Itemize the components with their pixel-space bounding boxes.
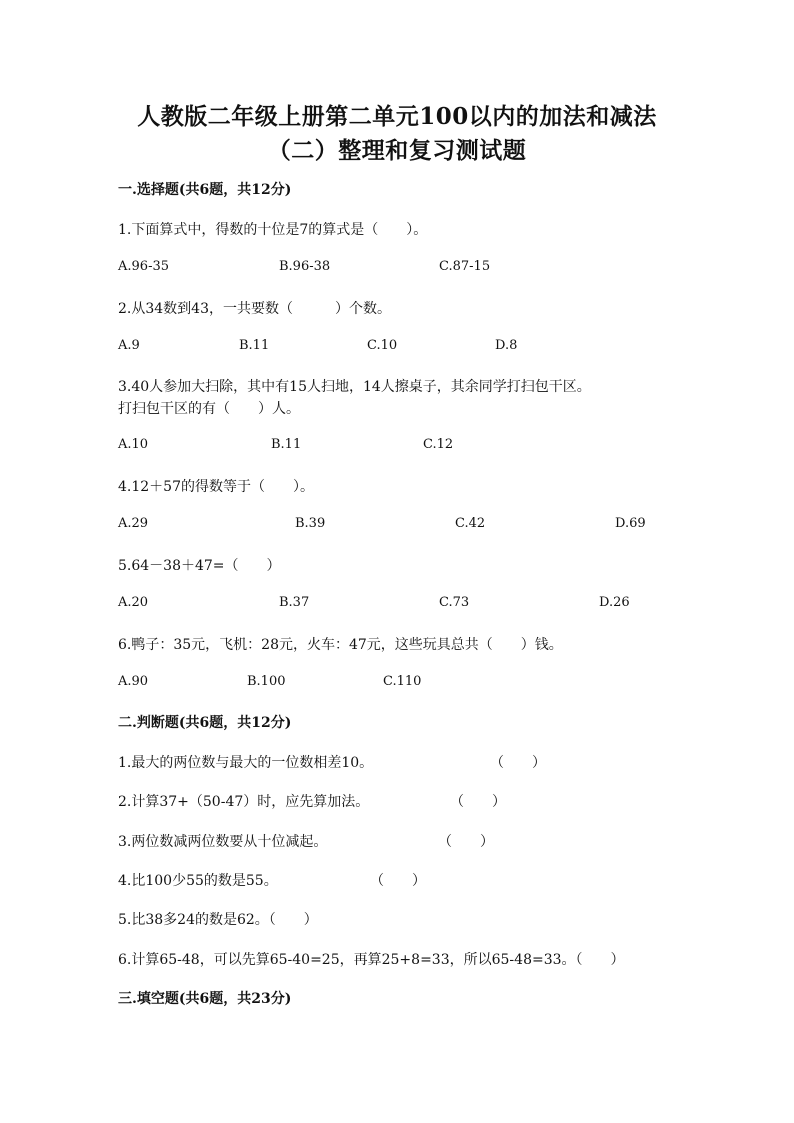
option-b: B.11 xyxy=(239,338,270,353)
option-a: A.9 xyxy=(118,338,140,353)
question-text: 4.12＋57的得数等于（ ）。 xyxy=(118,479,314,495)
option-d: D.26 xyxy=(599,595,630,610)
option-c: C.73 xyxy=(439,595,470,610)
option-c: C.12 xyxy=(423,437,454,452)
option-c: C.87-15 xyxy=(439,259,491,274)
option-c: C.110 xyxy=(383,674,422,689)
question-text: 1.下面算式中，得数的十位是7的算式是（ ）。 xyxy=(118,222,428,238)
answer-blank: （ ） xyxy=(438,834,494,850)
page-title-line-1: 人教版二年级上册第二单元100以内的加法和减法 xyxy=(137,103,657,130)
question-text: 5.比38多24的数是62。（ ） xyxy=(118,912,318,928)
question-text: 5.64－38＋47=（ ） xyxy=(118,558,281,574)
question-text: 6.鸭子：35元，飞机：28元，火车：47元，这些玩具总共（ ）钱。 xyxy=(118,637,563,653)
option-b: B.96-38 xyxy=(279,259,331,274)
question-text: 6.计算65-48，可以先算65-40=25，再算25+8=33，所以65-48=33。（ ） xyxy=(118,952,625,968)
section-heading-choice: 一.选择题(共6题，共12分) xyxy=(118,182,292,198)
option-d: D.8 xyxy=(495,338,518,353)
option-b: B.100 xyxy=(247,674,286,689)
option-a: A.90 xyxy=(118,674,149,689)
answer-blank: （ ） xyxy=(370,873,426,889)
option-a: A.20 xyxy=(118,595,149,610)
question-text-continued: 打扫包干区的有（ ）人。 xyxy=(118,401,300,417)
option-b: B.11 xyxy=(271,437,302,452)
option-d: D.69 xyxy=(615,516,646,531)
option-b: B.37 xyxy=(279,595,310,610)
answer-blank: （ ） xyxy=(450,794,506,810)
question-text: 2.计算37+（50-47）时，应先算加法。 xyxy=(118,794,370,810)
question-text: 4.比100少55的数是55。 xyxy=(118,873,278,889)
option-c: C.42 xyxy=(455,516,486,531)
option-a: A.29 xyxy=(118,516,149,531)
question-text: 1.最大的两位数与最大的一位数相差10。 xyxy=(118,755,374,771)
page-title-line-2: （二）整理和复习测试题 xyxy=(267,137,527,164)
option-c: C.10 xyxy=(367,338,398,353)
question-text: 3.两位数减两位数要从十位减起。 xyxy=(118,834,328,850)
section-heading-judgement: 二.判断题(共6题，共12分) xyxy=(118,715,292,731)
answer-blank: （ ） xyxy=(490,755,546,771)
question-text: 2.从34数到43，一共要数（ ）个数。 xyxy=(118,301,391,317)
option-a: A.10 xyxy=(118,437,149,452)
section-heading-fill-in: 三.填空题(共6题，共23分) xyxy=(118,991,292,1007)
option-b: B.39 xyxy=(295,516,326,531)
question-text: 3.40人参加大扫除，其中有15人扫地，14人擦桌子，其余同学打扫包干区。 xyxy=(118,379,591,395)
option-a: A.96-35 xyxy=(118,259,169,274)
